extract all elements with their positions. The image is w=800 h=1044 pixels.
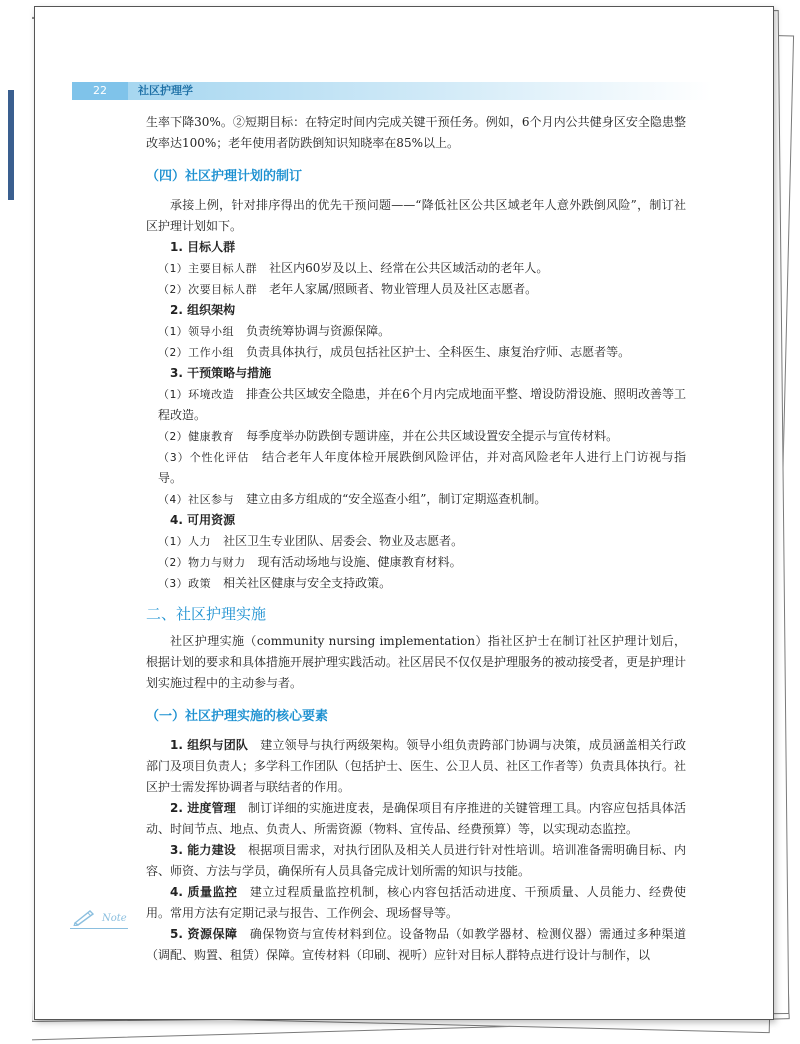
item-text: 负责统筹协调与资源保障。 bbox=[246, 324, 391, 338]
item-label: （1）人力 bbox=[158, 535, 212, 548]
paragraph bbox=[146, 840, 686, 882]
list-item bbox=[146, 426, 686, 447]
item-text: 老年人家属/照顾者、物业管理人员及社区志愿者。 bbox=[269, 282, 538, 296]
item-label: （2）健康教育 bbox=[158, 430, 235, 443]
list-item bbox=[146, 258, 686, 279]
paragraph-lead: 5. 资源保障 bbox=[170, 927, 238, 941]
subsection-heading: 3. 干预策略与措施 bbox=[170, 366, 272, 380]
chapter-section-heading: 二、社区护理实施 bbox=[146, 605, 267, 623]
item-label: （3）个性化评估 bbox=[158, 451, 250, 464]
item-text: 现有活动场地与设施、健康教育材料。 bbox=[257, 555, 462, 569]
book-title: 社区护理学 bbox=[138, 84, 193, 97]
item-label: （1）领导小组 bbox=[158, 325, 235, 338]
item-label: （4）社区参与 bbox=[158, 493, 235, 506]
item-text: 建立由多方组成的“安全巡查小组”，制订定期巡查机制。 bbox=[246, 492, 547, 506]
item-text: 结合老年人年度体检开展跌倒风险评估，并对高风险老年人进行上门访视与指导。 bbox=[158, 450, 686, 485]
paragraph: 承接上例，针对排序得出的优先干预问题——“降低社区公共区域老年人意外跌倒风险”，制订社区护理计划如下。 bbox=[146, 198, 686, 233]
subsection-heading: 4. 可用资源 bbox=[170, 513, 236, 527]
item-label: （1）主要目标人群 bbox=[158, 262, 258, 275]
section-heading: （一）社区护理实施的核心要素 bbox=[146, 709, 329, 724]
item-label: （1）环境改造 bbox=[158, 388, 235, 401]
page-number: 22 bbox=[72, 82, 128, 100]
paragraph-text: 根据项目需求，对执行团队及相关人员进行针对性培训。培训准备需明确目标、内容、师资、方法与学员，确保所有人员具备完成计划所需的知识与技能。 bbox=[146, 843, 686, 878]
item-text: 每季度举办防跌倒专题讲座，并在公共区域设置安全提示与宣传材料。 bbox=[246, 429, 619, 443]
list-item bbox=[146, 552, 686, 573]
paragraph-lead: 1. 组织与团队 bbox=[170, 738, 249, 752]
paragraph: 社区护理实施（community nursing implementation）指社区护士在制订社区护理计划后，根据计划的要求和具体措施开展护理实践活动。社区居民不仅仅是护理服务的被动接受者，更是护理计划实施过程中的主动参与者。 bbox=[146, 634, 687, 690]
item-label: （2）工作小组 bbox=[158, 346, 235, 359]
section-heading: （四）社区护理计划的制订 bbox=[146, 169, 303, 184]
note-underline bbox=[70, 928, 128, 929]
left-margin bbox=[0, 0, 32, 1044]
list-item bbox=[146, 447, 686, 489]
list-item bbox=[146, 384, 686, 426]
pencil-icon bbox=[72, 908, 98, 926]
paragraph-text: 确保物资与宣传材料到位。设备物品（如教学器材、检测仪器）需通过多种渠道（调配、购置、租赁）保障。宣传材料（印刷、视听）应针对目标人群特点进行设计与制作，以 bbox=[146, 927, 686, 962]
list-item bbox=[146, 342, 686, 363]
paragraph bbox=[146, 798, 686, 840]
item-label: （3）政策 bbox=[158, 577, 212, 590]
note-label: Note bbox=[102, 913, 127, 924]
paragraph-lead: 3. 能力建设 bbox=[170, 843, 236, 857]
paragraph bbox=[146, 735, 686, 798]
subsection-heading: 2. 组织架构 bbox=[170, 303, 236, 317]
list-item bbox=[146, 573, 686, 594]
paragraph-lead: 4. 质量监控 bbox=[170, 885, 238, 899]
cover-edge bbox=[8, 90, 14, 200]
subsection-heading: 1. 目标人群 bbox=[170, 240, 236, 254]
note-marker bbox=[70, 908, 130, 932]
paragraph-text: 建立过程质量监控机制，核心内容包括活动进度、干预质量、人员能力、经费使用。常用方法有定期记录与报告、工作例会、现场督导等。 bbox=[146, 885, 686, 920]
item-label: （2）物力与财力 bbox=[158, 556, 246, 569]
paragraph-text: 制订详细的实施进度表，是确保项目有序推进的关键管理工具。内容应包括具体活动、时间节点、地点、负责人、所需资源（物料、宣传品、经费预算）等，以实现动态监控。 bbox=[146, 801, 686, 836]
paragraph bbox=[146, 882, 686, 924]
paragraph-text: 建立领导与执行两级架构。领导小组负责跨部门协调与决策，成员涵盖相关行政部门及项目负责人；多学科工作团队（包括护士、医生、公卫人员、社区工作者等）负责具体执行。社区护士需发挥协调者与联结者的作用。 bbox=[146, 738, 687, 794]
list-item bbox=[146, 321, 686, 342]
item-text: 社区内60岁及以上、经常在公共区域活动的老年人。 bbox=[269, 261, 549, 275]
item-text: 负责具体执行，成员包括社区护士、全科医生、康复治疗师、志愿者等。 bbox=[246, 345, 631, 359]
item-text: 社区卫生专业团队、居委会、物业及志愿者。 bbox=[223, 534, 464, 548]
paragraph-lead: 2. 进度管理 bbox=[170, 801, 236, 815]
list-item bbox=[146, 531, 686, 552]
page-content bbox=[146, 112, 686, 966]
list-item bbox=[146, 489, 686, 510]
list-item bbox=[146, 279, 686, 300]
item-text: 排查公共区域安全隐患，并在6个月内完成地面平整、增设防滑设施、照明改善等工程改造。 bbox=[158, 387, 687, 422]
item-label: （2）次要目标人群 bbox=[158, 283, 258, 296]
paragraph: 生率下降30%。②短期目标：在特定时间内完成关键干预任务。例如，6个月内公共健身区安全隐患整改率达100%；老年使用者防跌倒知识知晓率在85%以上。 bbox=[146, 115, 686, 150]
paragraph bbox=[146, 924, 686, 966]
item-text: 相关社区健康与安全支持政策。 bbox=[223, 576, 392, 590]
